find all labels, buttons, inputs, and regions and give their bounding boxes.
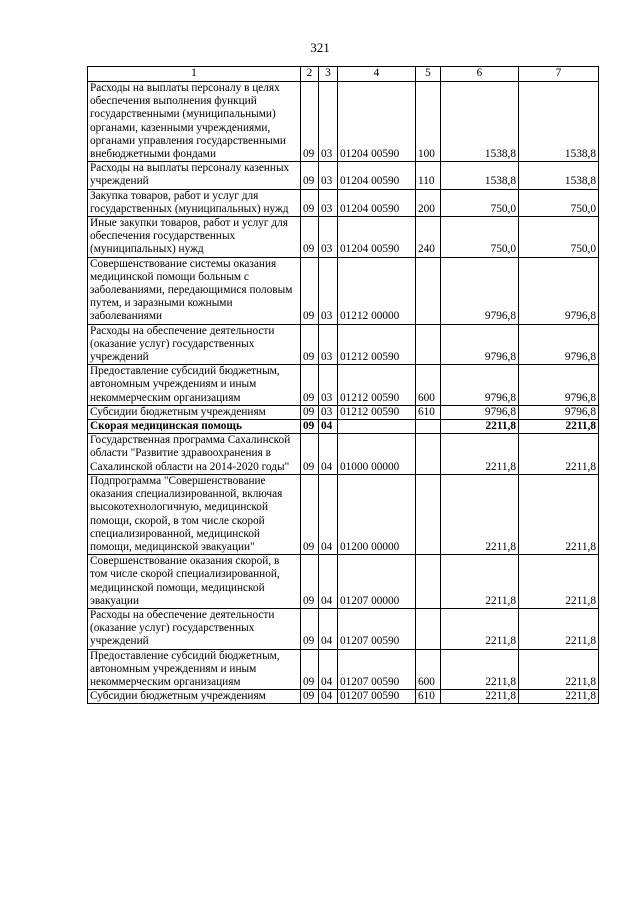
row-expense-type: 600 xyxy=(416,365,441,406)
row-expense-type xyxy=(416,324,441,365)
row-section: 09 xyxy=(301,608,319,649)
row-target-article: 01207 00000 xyxy=(338,555,416,609)
row-name: Закупка товаров, работ и услуг для государственных (муниципальных) нужд xyxy=(88,189,301,216)
row-target-article: 01204 00590 xyxy=(338,82,416,162)
row-name: Государственная программа Сахалинской области "Развитие здравоохранения в Сахалинской области на 2014-2020 годы" xyxy=(88,434,301,475)
row-amount-2: 9796,8 xyxy=(519,257,599,324)
row-subsection: 04 xyxy=(319,649,338,690)
column-header-amount-2: 7 xyxy=(519,67,599,82)
row-section: 09 xyxy=(301,555,319,609)
row-expense-type xyxy=(416,555,441,609)
row-amount-1: 750,0 xyxy=(441,217,519,258)
row-amount-2: 9796,8 xyxy=(519,324,599,365)
row-section: 09 xyxy=(301,405,319,419)
row-subsection: 03 xyxy=(319,405,338,419)
column-header-amount-1: 6 xyxy=(441,67,519,82)
row-subsection: 04 xyxy=(319,555,338,609)
table-row xyxy=(88,405,599,419)
page-number: 321 xyxy=(310,40,330,55)
row-subsection: 03 xyxy=(319,217,338,258)
row-amount-1: 2211,8 xyxy=(441,608,519,649)
table-row xyxy=(88,324,599,365)
table-row xyxy=(88,690,599,704)
row-name: Расходы на обеспечение деятельности (оказание услуг) государственных учреждений xyxy=(88,608,301,649)
row-name: Скорая медицинская помощь xyxy=(88,420,301,434)
row-subsection: 04 xyxy=(319,474,338,554)
table-row xyxy=(88,608,599,649)
row-amount-1: 9796,8 xyxy=(441,405,519,419)
row-subsection: 03 xyxy=(319,162,338,189)
row-amount-2: 2211,8 xyxy=(519,420,599,434)
row-name: Иные закупки товаров, работ и услуг для обеспечения государственных (муниципальных) нужд xyxy=(88,217,301,258)
row-section: 09 xyxy=(301,257,319,324)
row-section: 09 xyxy=(301,649,319,690)
row-subsection: 04 xyxy=(319,420,338,434)
row-amount-1: 9796,8 xyxy=(441,324,519,365)
row-expense-type xyxy=(416,434,441,475)
column-header-expense-type: 5 xyxy=(416,67,441,82)
row-name: Субсидии бюджетным учреждениям xyxy=(88,405,301,419)
table-row xyxy=(88,434,599,475)
row-name: Предоставление субсидий бюджетным, автономным учреждениям и иным некоммерческим организациям xyxy=(88,365,301,406)
row-amount-2: 2211,8 xyxy=(519,608,599,649)
row-target-article: 01204 00590 xyxy=(338,162,416,189)
row-subsection: 03 xyxy=(319,257,338,324)
row-amount-2: 9796,8 xyxy=(519,365,599,406)
row-amount-2: 9796,8 xyxy=(519,405,599,419)
row-name: Предоставление субсидий бюджетным, автономным учреждениям и иным некоммерческим организациям xyxy=(88,649,301,690)
row-section: 09 xyxy=(301,162,319,189)
row-target-article: 01212 00590 xyxy=(338,365,416,406)
row-name: Совершенствование системы оказания медицинской помощи больным с заболеваниями, передающимися половым путем, и заразными кожными заболеваниями xyxy=(88,257,301,324)
row-amount-2: 2211,8 xyxy=(519,649,599,690)
column-header-section: 2 xyxy=(301,67,319,82)
row-amount-1: 2211,8 xyxy=(441,434,519,475)
column-header-name: 1 xyxy=(88,67,301,82)
row-expense-type: 610 xyxy=(416,690,441,704)
row-subsection: 04 xyxy=(319,608,338,649)
row-expense-type: 240 xyxy=(416,217,441,258)
row-section: 09 xyxy=(301,189,319,216)
row-expense-type xyxy=(416,420,441,434)
table-row xyxy=(88,555,599,609)
row-name: Расходы на выплаты персоналу казенных учреждений xyxy=(88,162,301,189)
row-name: Расходы на обеспечение деятельности (оказание услуг) государственных учреждений xyxy=(88,324,301,365)
row-amount-2: 2211,8 xyxy=(519,434,599,475)
row-expense-type: 600 xyxy=(416,649,441,690)
row-expense-type xyxy=(416,474,441,554)
table-row xyxy=(88,474,599,554)
table-row xyxy=(88,420,599,434)
row-amount-1: 9796,8 xyxy=(441,365,519,406)
row-amount-1: 1538,8 xyxy=(441,162,519,189)
table-row xyxy=(88,162,599,189)
row-amount-1: 750,0 xyxy=(441,189,519,216)
row-subsection: 03 xyxy=(319,82,338,162)
row-amount-2: 2211,8 xyxy=(519,555,599,609)
row-amount-1: 9796,8 xyxy=(441,257,519,324)
row-subsection: 03 xyxy=(319,189,338,216)
column-header-target-article: 4 xyxy=(338,67,416,82)
row-name: Подпрограмма "Совершенствование оказания специализированной, включая высокотехнологичную, медицинской помощи, скорой, в том числе скорой специализированной, медицинской помощи, медицинской эвакуации" xyxy=(88,474,301,554)
row-target-article: 01207 00590 xyxy=(338,690,416,704)
row-section: 09 xyxy=(301,474,319,554)
row-subsection: 03 xyxy=(319,365,338,406)
row-amount-1: 1538,8 xyxy=(441,82,519,162)
table-body xyxy=(88,82,599,704)
table-row xyxy=(88,649,599,690)
row-amount-2: 1538,8 xyxy=(519,82,599,162)
row-section: 09 xyxy=(301,365,319,406)
row-target-article: 01212 00000 xyxy=(338,257,416,324)
table-row xyxy=(88,189,599,216)
row-expense-type xyxy=(416,257,441,324)
row-amount-1: 2211,8 xyxy=(441,420,519,434)
row-name: Субсидии бюджетным учреждениям xyxy=(88,690,301,704)
row-expense-type xyxy=(416,608,441,649)
row-amount-1: 2211,8 xyxy=(441,690,519,704)
row-amount-1: 2211,8 xyxy=(441,649,519,690)
table-row xyxy=(88,217,599,258)
row-target-article: 01200 00000 xyxy=(338,474,416,554)
table-row xyxy=(88,257,599,324)
row-section: 09 xyxy=(301,324,319,365)
row-target-article xyxy=(338,420,416,434)
row-subsection: 04 xyxy=(319,690,338,704)
row-target-article: 01000 00000 xyxy=(338,434,416,475)
budget-table xyxy=(87,66,599,704)
row-expense-type: 610 xyxy=(416,405,441,419)
row-amount-2: 1538,8 xyxy=(519,162,599,189)
row-target-article: 01212 00590 xyxy=(338,405,416,419)
table-row xyxy=(88,365,599,406)
row-target-article: 01207 00590 xyxy=(338,608,416,649)
row-amount-2: 2211,8 xyxy=(519,690,599,704)
row-target-article: 01204 00590 xyxy=(338,189,416,216)
row-amount-1: 2211,8 xyxy=(441,555,519,609)
row-section: 09 xyxy=(301,690,319,704)
row-amount-2: 2211,8 xyxy=(519,474,599,554)
row-section: 09 xyxy=(301,217,319,258)
column-header-subsection: 3 xyxy=(319,67,338,82)
row-target-article: 01212 00590 xyxy=(338,324,416,365)
row-name: Совершенствование оказания скорой, в том числе скорой специализированной, медицинской помощи, медицинской эвакуации xyxy=(88,555,301,609)
row-amount-2: 750,0 xyxy=(519,217,599,258)
row-amount-1: 2211,8 xyxy=(441,474,519,554)
row-expense-type: 110 xyxy=(416,162,441,189)
row-amount-2: 750,0 xyxy=(519,189,599,216)
table-row xyxy=(88,82,599,162)
row-section: 09 xyxy=(301,434,319,475)
row-section: 09 xyxy=(301,420,319,434)
row-name: Расходы на выплаты персоналу в целях обеспечения выполнения функций государственными (муниципальными) органами, казенными учреждениями, органами управления государственными внебюджетными фондами xyxy=(88,82,301,162)
row-expense-type: 100 xyxy=(416,82,441,162)
row-target-article: 01207 00590 xyxy=(338,649,416,690)
row-target-article: 01204 00590 xyxy=(338,217,416,258)
row-expense-type: 200 xyxy=(416,189,441,216)
row-section: 09 xyxy=(301,82,319,162)
header-row xyxy=(88,67,599,82)
row-subsection: 03 xyxy=(319,324,338,365)
row-subsection: 04 xyxy=(319,434,338,475)
